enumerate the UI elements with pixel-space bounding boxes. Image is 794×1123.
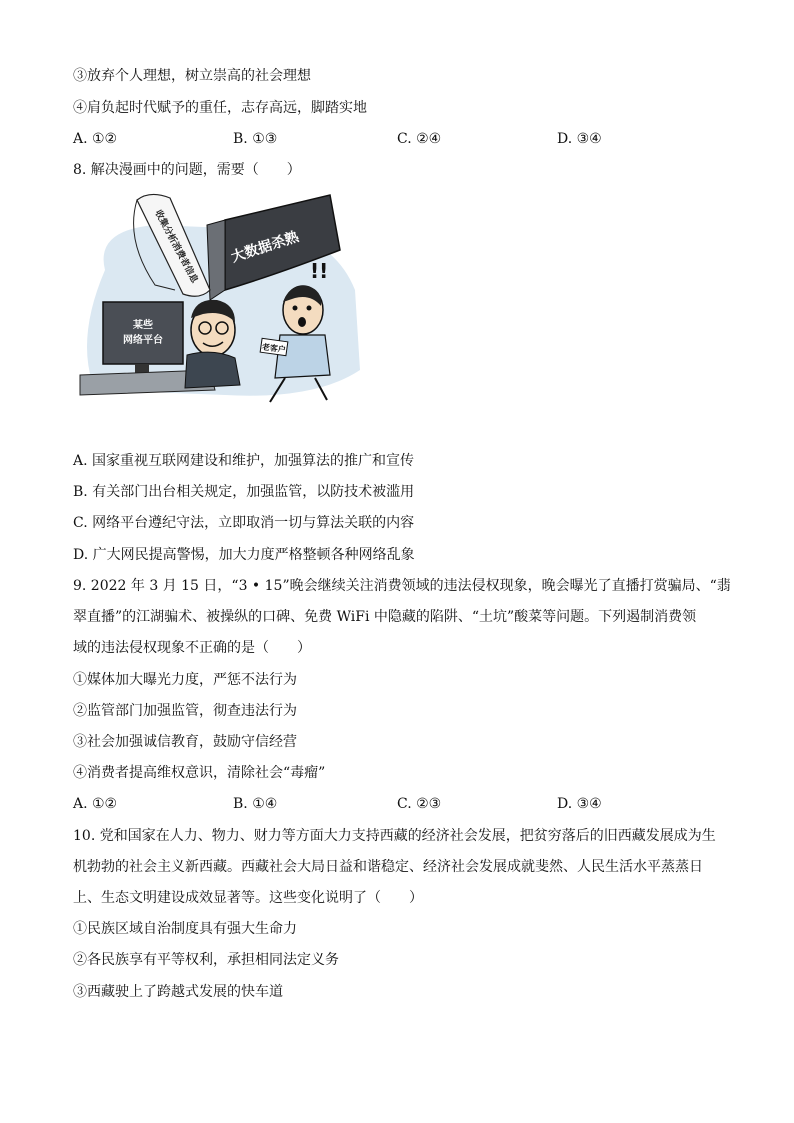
q9-option-a: A. ①② [73,796,118,812]
q8-cartoon [75,190,365,405]
q9-item-2: ②监管部门加强监管，彻查违法行为 [73,703,297,719]
q8-option-b: B. 有关部门出台相关规定，加强监管，以防技术被滥用 [73,484,415,500]
q7-option-c: C. ②④ [397,131,442,147]
q9-options [73,794,733,814]
q9-stem-line-3: 域的违法侵权现象不正确的是（ ） [73,640,311,656]
q10-stem-line-1: 10. 党和国家在人力、物力、财力等方面大力支持西藏的经济社会发展，把贫穷落后的旧西藏发展成为生 [73,828,716,844]
q7-item-3: ③放弃个人理想，树立崇高的社会理想 [73,68,311,84]
q7-option-b: B. ①③ [233,131,278,147]
screen-text-1: 某些 [133,320,153,331]
knife-text: 大数据杀熟 [229,228,301,266]
q9-stem-line-1: 9. 2022 年 3 月 15 日，“3 • 15”晚会继续关注消费领域的违法侵权现象，晚会曝光了直播打赏骗局、“翡 [73,578,731,594]
q10-stem-line-2: 机勃勃的社会主义新西藏。西藏社会大局日益和谐稳定、经济社会发展成就斐然、人民生活水平蒸蒸日 [73,859,703,875]
q8-option-d: D. 广大网民提高警惕，加大力度严格整顿各种网络乱象 [73,547,415,563]
q9-item-4: ④消费者提高维权意识，清除社会“毒瘤” [73,765,326,781]
q7-item-4: ④肩负起时代赋予的重任，志存高远，脚踏实地 [73,100,367,116]
shirt-text: 老客户 [261,342,287,355]
q8-stem: 8. 解决漫画中的问题，需要（ ） [73,162,301,178]
q9-item-1: ①媒体加大曝光力度，严惩不法行为 [73,672,297,688]
q10-item-2: ②各民族享有平等权利，承担相同法定义务 [73,952,339,968]
q10-item-3: ③西藏驶上了跨越式发展的快车道 [73,984,283,1000]
q10-stem-line-3: 上、生态文明建设成效显著等。这些变化说明了（ ） [73,890,423,906]
q10-item-1: ①民族区域自治制度具有强大生命力 [73,921,297,937]
screen-text-2: 网络平台 [123,335,163,346]
q9-option-d: D. ③④ [557,796,602,812]
q9-option-b: B. ①④ [233,796,278,812]
q8-option-c: C. 网络平台遵纪守法，立即取消一切与算法关联的内容 [73,515,415,531]
q7-options [73,129,733,149]
svg-text:!!: !! [310,259,329,283]
q8-option-a: A. 国家重视互联网建设和维护，加强算法的推广和宣传 [73,453,415,469]
q9-item-3: ③社会加强诚信教育，鼓励守信经营 [73,734,297,750]
q7-option-d: D. ③④ [557,131,602,147]
q7-option-a: A. ①② [73,131,118,147]
paper-text: 收集分析消费者信息 [152,208,200,285]
q9-stem-line-2: 翠直播”的江湖骗术、被操纵的口碑、免费 WiFi 中隐藏的陷阱、“土坑”酸菜等问题。下列遏制消费领 [73,609,697,625]
q9-option-c: C. ②③ [397,796,442,812]
